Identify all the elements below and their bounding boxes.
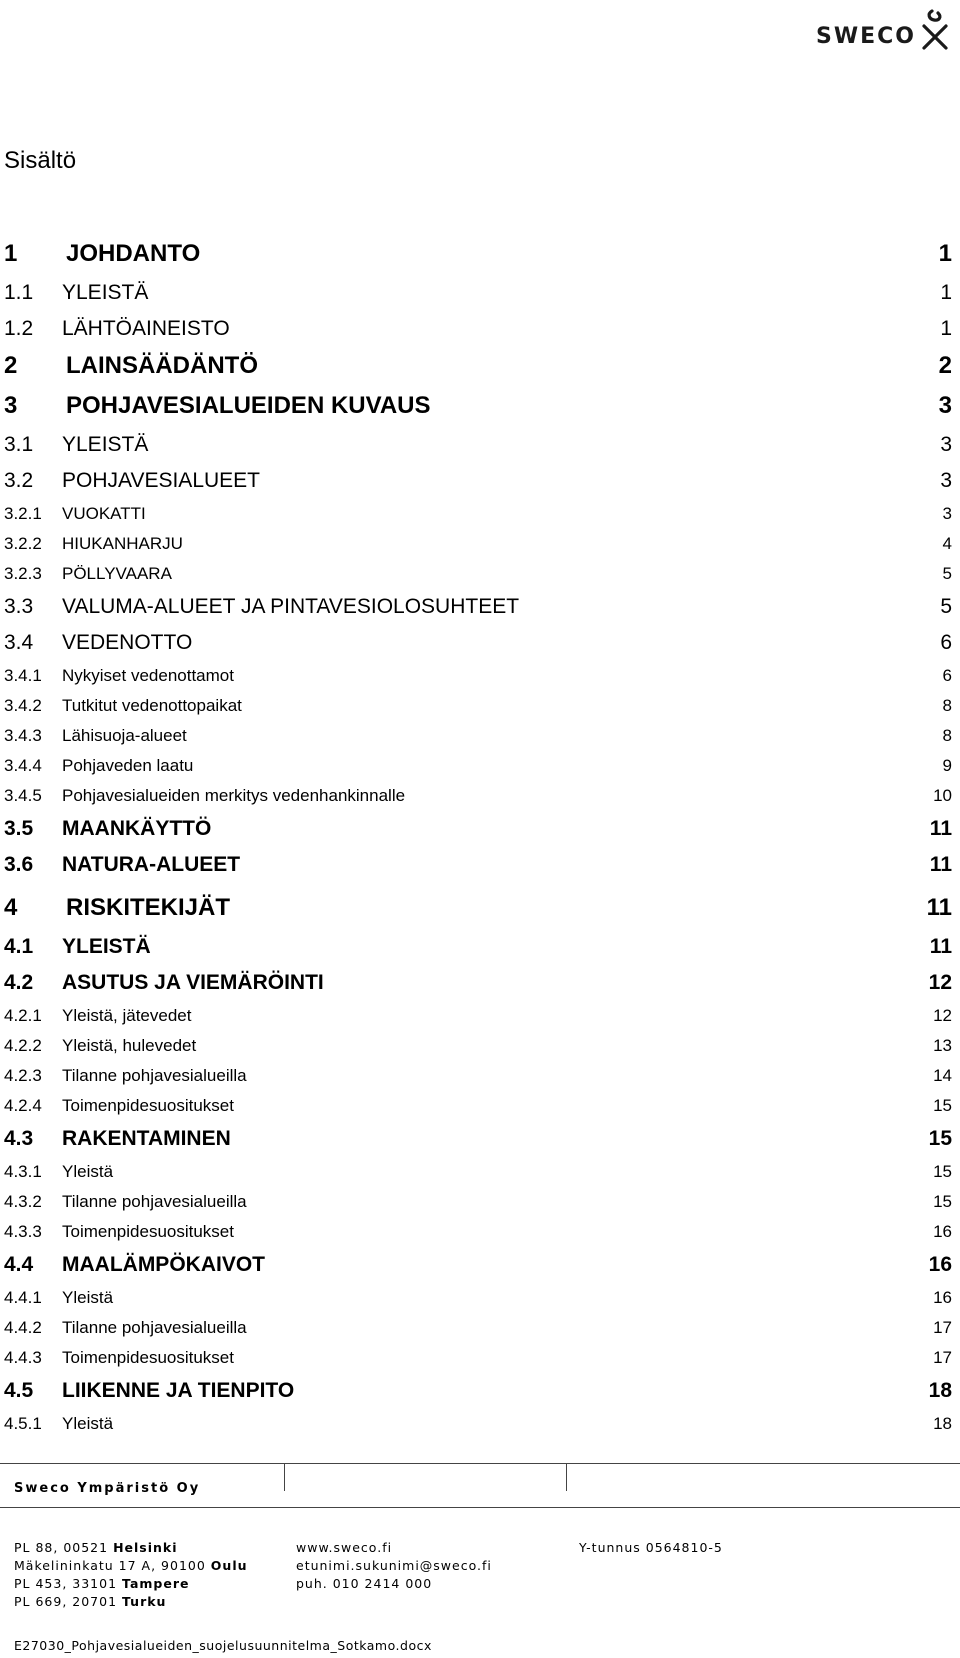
toc-entry-number: 4.5.1	[4, 1414, 42, 1433]
toc-entry-number: 3.4	[4, 631, 34, 654]
toc-entry-title: Pohjaveden laatu	[62, 756, 194, 775]
toc-entry[interactable]	[4, 530, 952, 560]
toc-entry-number: 3.2.2	[4, 534, 42, 553]
toc-entry[interactable]	[4, 560, 952, 590]
toc-entry-number: 4.4	[4, 1253, 34, 1276]
toc-entry-page: 4	[942, 534, 952, 553]
toc-entry-number: 3.6	[4, 853, 34, 876]
toc-entry-number: 4.4.2	[4, 1318, 42, 1337]
toc-entry[interactable]	[4, 312, 952, 348]
toc-entry-title: Toimenpidesuositukset	[62, 1222, 234, 1241]
toc-entry-number: 4.2.3	[4, 1066, 42, 1085]
footer-rule-mid	[0, 1507, 960, 1508]
toc-entry-title: Yleistä	[62, 1162, 114, 1181]
toc-entry-number: 3.4.4	[4, 756, 42, 775]
sweco-emblem-icon	[918, 8, 952, 50]
footer-contact	[296, 1539, 492, 1593]
toc-entry-title: Tilanne pohjavesialueilla	[62, 1318, 247, 1337]
footer-rule-top	[0, 1463, 960, 1464]
toc-entry-title: LÄHTÖAINEISTO	[62, 317, 230, 340]
toc-entry-page: 11	[929, 853, 952, 876]
toc-entry-page: 8	[942, 726, 952, 745]
table-of-contents	[4, 236, 952, 1440]
toc-entry-title: RAKENTAMINEN	[62, 1127, 231, 1150]
toc-entry[interactable]	[4, 1158, 952, 1188]
toc-entry-page: 1	[940, 317, 952, 340]
toc-entry[interactable]	[4, 812, 952, 848]
toc-entry-number: 4.1	[4, 935, 34, 958]
toc-entry-title: Yleistä, jätevedet	[62, 1006, 192, 1025]
toc-entry-title: VUOKATTI	[62, 504, 146, 523]
toc-entry-page: 5	[942, 564, 952, 583]
toc-entry-page: 12	[928, 971, 952, 994]
toc-entry-title: PÖLLYVAARA	[62, 564, 172, 583]
toc-entry-number: 4.3.2	[4, 1192, 42, 1211]
toc-entry-title: RISKITEKIJÄT	[66, 894, 231, 921]
toc-entry-number: 3.2.3	[4, 564, 42, 583]
toc-entry[interactable]	[4, 464, 952, 500]
toc-entry-number: 3.4.5	[4, 786, 42, 805]
toc-entry-title: Nykyiset vedenottamot	[62, 666, 234, 685]
toc-entry-page: 14	[933, 1066, 952, 1085]
toc-entry-page: 16	[933, 1288, 952, 1307]
logo-wordmark: SWECO	[816, 24, 916, 49]
toc-entry[interactable]	[4, 782, 952, 812]
toc-entry-title: VALUMA-ALUEET JA PINTAVESIOLOSUHTEET	[62, 595, 520, 618]
toc-entry-number: 4.3.1	[4, 1162, 42, 1181]
toc-entry[interactable]	[4, 1374, 952, 1410]
footer-address-line: PL 88, 00521 Helsinki	[14, 1540, 178, 1555]
toc-entry-title: JOHDANTO	[66, 240, 201, 267]
toc-entry-title: Tilanne pohjavesialueilla	[62, 1192, 247, 1211]
toc-entry-page: 1	[938, 240, 952, 267]
toc-entry[interactable]	[4, 1314, 952, 1344]
toc-entry-number: 3	[4, 392, 18, 419]
toc-entry-number: 1	[4, 240, 18, 267]
toc-entry-title: POHJAVESIALUEIDEN KUVAUS	[66, 392, 431, 419]
footer-address-line: PL 669, 20701 Turku	[14, 1594, 167, 1609]
toc-title: Sisältö	[4, 147, 77, 174]
toc-entry-number: 2	[4, 352, 18, 379]
toc-entry[interactable]	[4, 1032, 952, 1062]
toc-entry-number: 4.5	[4, 1379, 34, 1402]
sweco-logo	[816, 8, 952, 50]
footer-company-name: Sweco Ympäristö Oy	[14, 1481, 201, 1496]
toc-entry-title: LIIKENNE JA TIENPITO	[62, 1379, 295, 1402]
toc-entry[interactable]	[4, 692, 952, 722]
toc-entry-number: 3.4.3	[4, 726, 42, 745]
footer-address-line: Mäkelininkatu 17 A, 90100 Oulu	[14, 1558, 248, 1573]
footer-divider-tick	[284, 1463, 285, 1491]
toc-entry-number: 3.4.2	[4, 696, 42, 715]
toc-entry[interactable]	[4, 388, 952, 428]
toc-entry[interactable]	[4, 1344, 952, 1374]
toc-entry-title: Toimenpidesuositukset	[62, 1348, 234, 1367]
footer-email: etunimi.sukunimi@sweco.fi	[296, 1558, 492, 1573]
toc-entry-page: 3	[942, 504, 952, 523]
toc-entry-page: 11	[929, 817, 952, 840]
toc-entry-title: MAALÄMPÖKAIVOT	[62, 1253, 265, 1276]
toc-entry-title: NATURA-ALUEET	[62, 853, 241, 876]
toc-entry-title: YLEISTÄ	[62, 433, 149, 456]
toc-entry-page: 6	[940, 631, 952, 654]
toc-entry-page: 15	[928, 1127, 952, 1150]
toc-entry-page: 18	[928, 1379, 952, 1402]
toc-entry[interactable]	[4, 722, 952, 752]
toc-entry-title: Yleistä	[62, 1288, 114, 1307]
toc-entry-page: 12	[933, 1006, 952, 1025]
toc-entry-page: 3	[940, 433, 952, 456]
toc-entry-title: POHJAVESIALUEET	[62, 469, 261, 492]
toc-entry-number: 4.2	[4, 971, 34, 994]
toc-entry-title: YLEISTÄ	[62, 281, 149, 304]
toc-entry[interactable]	[4, 966, 952, 1002]
toc-entry-title: Yleistä	[62, 1414, 114, 1433]
toc-entry-page: 15	[933, 1192, 952, 1211]
toc-entry-number: 3.4.1	[4, 666, 42, 685]
toc-entry-page: 8	[942, 696, 952, 715]
toc-entry-title: VEDENOTTO	[62, 631, 193, 654]
toc-entry-page: 5	[940, 595, 952, 618]
toc-entry-number: 3.1	[4, 433, 34, 456]
toc-entry[interactable]	[4, 1092, 952, 1122]
toc-entry-title: Tilanne pohjavesialueilla	[62, 1066, 247, 1085]
toc-entry-page: 1	[940, 281, 952, 304]
toc-entry[interactable]	[4, 662, 952, 692]
toc-entry-number: 1.2	[4, 317, 34, 340]
footer-address-line: PL 453, 33101 Tampere	[14, 1576, 190, 1591]
toc-entry[interactable]	[4, 236, 952, 276]
toc-entry-page: 15	[933, 1096, 952, 1115]
toc-entry-number: 3.5	[4, 817, 34, 840]
toc-entry-title: Yleistä, hulevedet	[62, 1036, 197, 1055]
toc-entry-title: HIUKANHARJU	[62, 534, 183, 553]
toc-entry-title: Toimenpidesuositukset	[62, 1096, 234, 1115]
toc-entry-page: 15	[933, 1162, 952, 1181]
toc-entry-number: 4.2.4	[4, 1096, 42, 1115]
footer-website: www.sweco.fi	[296, 1540, 393, 1555]
toc-entry-number: 3.2	[4, 469, 34, 492]
footer-filename: E27030_Pohjavesialueiden_suojelusuunnitelma_Sotkamo.docx	[14, 1638, 432, 1653]
toc-entry-title: Pohjavesialueiden merkitys vedenhankinnalle	[62, 786, 406, 805]
toc-entry-page: 13	[933, 1036, 952, 1055]
toc-entry[interactable]	[4, 500, 952, 530]
toc-entry[interactable]	[4, 348, 952, 388]
toc-entry-title: Lähisuoja-alueet	[62, 726, 187, 745]
toc-entry[interactable]	[4, 1188, 952, 1218]
toc-entry-page: 16	[928, 1253, 952, 1276]
toc-entry-page: 3	[938, 392, 952, 419]
toc-entry-title: ASUTUS JA VIEMÄRÖINTI	[62, 971, 324, 994]
footer-business-id	[579, 1539, 723, 1557]
toc-entry-number: 4.2.2	[4, 1036, 42, 1055]
toc-entry-number: 3.3	[4, 595, 34, 618]
toc-entry[interactable]	[4, 1284, 952, 1314]
toc-entry-number: 4.3.3	[4, 1222, 42, 1241]
toc-entry[interactable]	[4, 428, 952, 464]
toc-entry-title: MAANKÄYTTÖ	[62, 817, 212, 840]
toc-entry-number: 4.2.1	[4, 1006, 42, 1025]
toc-entry[interactable]	[4, 626, 952, 662]
toc-entry[interactable]	[4, 752, 952, 782]
toc-entry-page: 2	[938, 352, 952, 379]
toc-entry-page: 17	[933, 1318, 952, 1337]
footer-divider-tick	[566, 1463, 567, 1491]
toc-entry-number: 3.2.1	[4, 504, 42, 523]
toc-entry-number: 4.4.1	[4, 1288, 42, 1307]
toc-entry[interactable]	[4, 590, 952, 626]
toc-entry[interactable]	[4, 930, 952, 966]
toc-entry-title: LAINSÄÄDÄNTÖ	[66, 352, 258, 379]
toc-entry-title: Tutkitut vedenottopaikat	[62, 696, 242, 715]
toc-entry-number: 4	[4, 894, 18, 921]
toc-entry-page: 11	[926, 894, 952, 921]
toc-entry-page: 9	[942, 756, 952, 775]
toc-entry-number: 4.3	[4, 1127, 34, 1150]
footer-addresses	[14, 1539, 248, 1611]
toc-entry[interactable]	[4, 1248, 952, 1284]
toc-entry-page: 10	[933, 786, 952, 805]
toc-entry[interactable]	[4, 1062, 952, 1092]
toc-entry[interactable]	[4, 1122, 952, 1158]
toc-entry-number: 4.4.3	[4, 1348, 42, 1367]
toc-entry-page: 18	[933, 1414, 952, 1433]
business-id-text: Y-tunnus 0564810-5	[579, 1540, 723, 1555]
toc-entry-title: YLEISTÄ	[62, 935, 151, 958]
toc-entry[interactable]	[4, 1410, 952, 1440]
toc-entry-page: 3	[940, 469, 952, 492]
toc-entry-number: 1.1	[4, 281, 34, 304]
toc-entry-page: 6	[942, 666, 952, 685]
toc-entry[interactable]	[4, 848, 952, 884]
footer-phone: puh. 010 2414 000	[296, 1576, 433, 1591]
toc-entry[interactable]	[4, 276, 952, 312]
toc-entry[interactable]	[4, 890, 952, 930]
toc-entry-page: 16	[933, 1222, 952, 1241]
toc-entry[interactable]	[4, 1218, 952, 1248]
toc-entry-page: 11	[929, 935, 952, 958]
toc-entry-page: 17	[933, 1348, 952, 1367]
toc-entry[interactable]	[4, 1002, 952, 1032]
